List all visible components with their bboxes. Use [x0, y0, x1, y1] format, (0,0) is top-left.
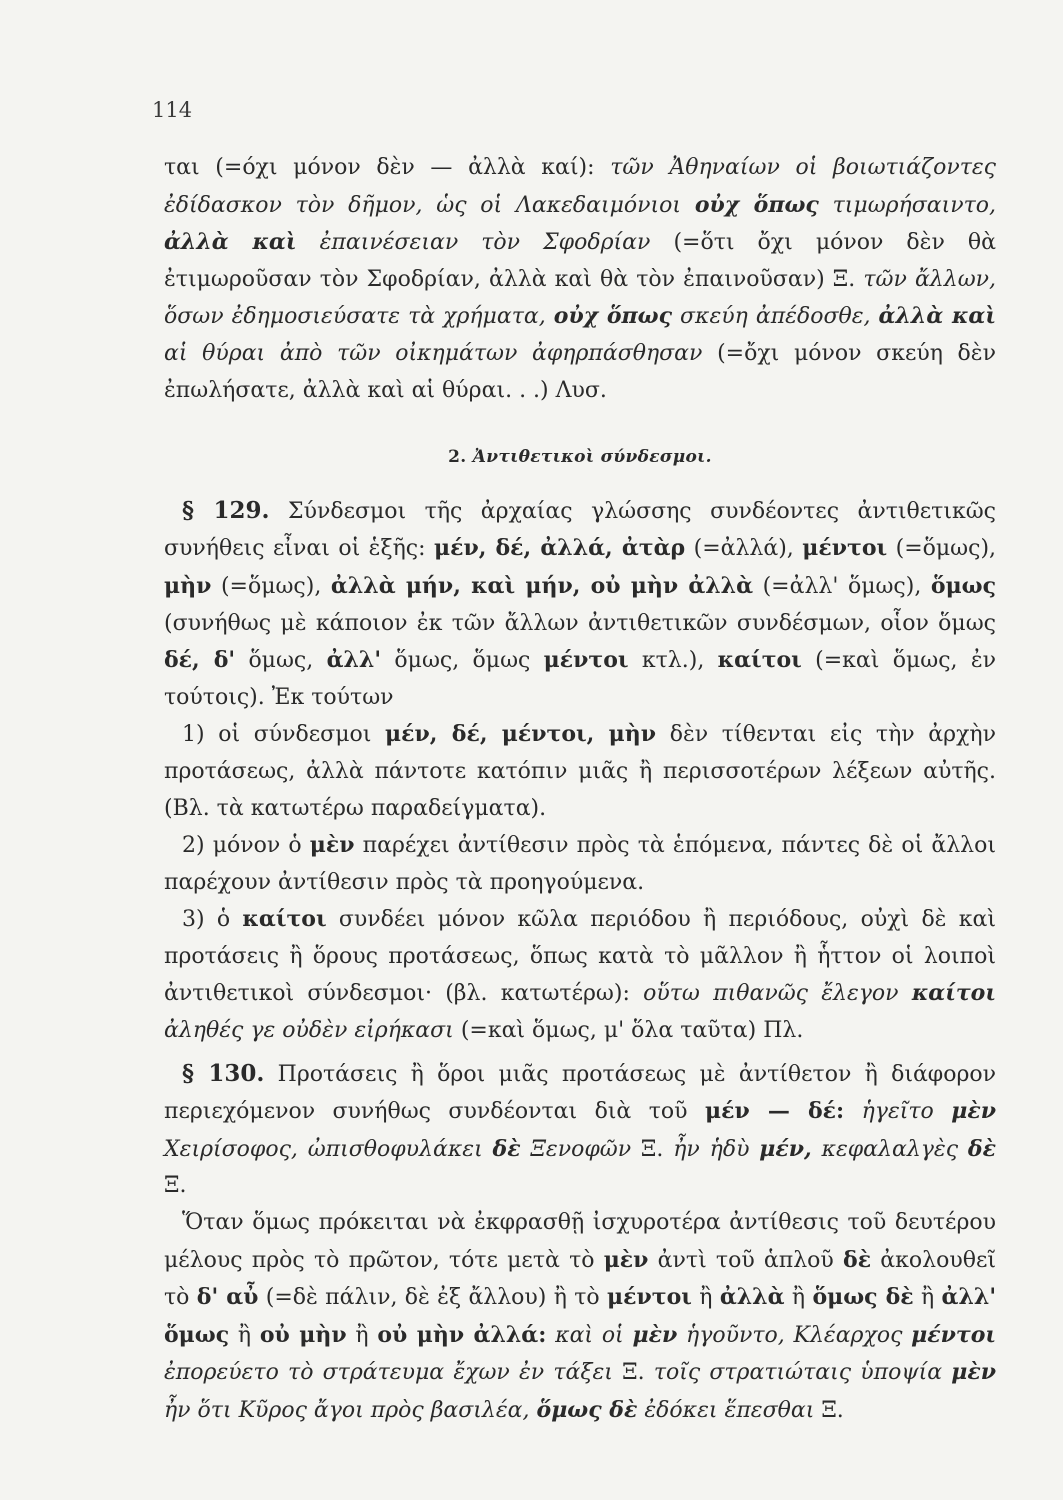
keyword: μέντοι — [607, 1284, 692, 1311]
text-run: ται (=όχι μόνον δὲν — ἀλλὰ καί): — [164, 155, 595, 180]
example-text: ἐπορεύετο τὸ στράτευμα ἔχων ἐν τάξει — [164, 1360, 613, 1386]
keyword: μέντοι — [543, 647, 629, 674]
keyword: καίτοι — [717, 647, 802, 674]
example-text: οὕτω πιθανῶς ἔλεγον — [643, 981, 899, 1007]
example-text: ἐπαινέσειαν τὸν Σφοδρίαν — [319, 230, 651, 256]
keyword: μὲν — [309, 832, 355, 859]
example-text: Ξενοφῶν — [530, 1136, 632, 1162]
text-run: δὲν τίθενται εἰς τὴν ἀρχὴν προτάσεως, ἀλλὰ πάντοτε κατόπιν μιᾶς ἢ περισσοτέρων λέξεων αὐτῆς. (Βλ. τὰ κατωτέρω παραδείγματα). — [164, 722, 996, 821]
example-text: ἐδόκει ἕπεσθαι — [644, 1398, 815, 1423]
list-item-2 — [164, 827, 996, 901]
keyword: μὲν — [632, 1321, 678, 1348]
keyword: μέντοι — [802, 535, 888, 562]
text-run: ἢ — [921, 1285, 935, 1311]
text-run: συνδέει μόνον κῶλα περιόδου ἢ περιόδους, οὐχὶ δὲ καὶ προτάσεις ἢ ὅρους προτάσεως, ὅπως κατὰ τὸ μᾶλλον ἢ ἧττον οἱ λοιποὶ ἀντιθετικοὶ σύνδεσμοι· (βλ. κατωτέρω): — [164, 907, 997, 1007]
keyword: μὲν — [951, 1098, 996, 1125]
keyword: μέν, — [759, 1135, 812, 1162]
example-text: αἱ θύραι ἀπὸ τῶν οἰκημάτων ἀφηρπάσθησαν — [164, 340, 703, 366]
keyword: ἀλλὰ καὶ — [164, 229, 297, 256]
text-run: (συνήθως μὲ κάποιον ἐκ τῶν ἄλλων ἀντιθετικῶν συνδέσμων, οἷον ὅμως — [164, 610, 996, 636]
keyword: δὲ — [843, 1246, 872, 1273]
section-number: § 130. — [182, 1059, 265, 1087]
example-text: ἦν ἡδὺ — [673, 1136, 750, 1162]
keyword: μὲν — [603, 1246, 649, 1273]
example-text: σκεύη ἀπέδοσθε, — [680, 304, 871, 330]
text-run: Ξ. — [821, 1398, 844, 1423]
section-heading — [164, 439, 996, 476]
heading-number: 2. — [448, 447, 467, 468]
keyword: ἀλλ' ὅμως — [164, 1284, 997, 1348]
text-run: ἢ — [237, 1322, 252, 1348]
text-run: Σύνδεσμοι τῆς ἀρχαίας γλώσσης συνδέοντες ἀντιθετικῶς συνήθεις εἶναι οἱ ἑξῆς: — [164, 498, 996, 562]
text-run: Προτάσεις ἢ ὅροι μιᾶς προτάσεως μὲ ἀντίθετον ἢ διάφορον περιεχόμενον συνήθως συνδέονται διὰ τοῦ — [164, 1061, 996, 1125]
example-text: κεφαλαλγὲς — [821, 1136, 959, 1162]
paragraph-130 — [164, 1056, 996, 1205]
keyword: οὐχ ὅπως — [553, 303, 672, 330]
keyword: ἀλλὰ καὶ — [878, 303, 997, 330]
keyword: μὲν — [951, 1359, 997, 1386]
heading-title: Ἀντιθετικοὶ σύνδεσμοι. — [472, 447, 712, 468]
keyword: ὅμως δὲ — [536, 1397, 638, 1423]
keyword: οὐ μὴν — [259, 1321, 347, 1348]
example-text: ἦν ὅτι Κῦρος ἄγοι πρὸς βασιλέα, — [164, 1398, 530, 1423]
keyword: μέντοι — [911, 1321, 997, 1348]
text-run: (=δὲ πάλιν, δὲ ἐξ ἄλλου) ἢ τὸ — [265, 1285, 600, 1311]
keyword: δ' αὖ — [196, 1284, 259, 1311]
example-text: τῶν ἄλλων, ὅσων ἐδημοσιεύσατε τὰ χρήματα, — [164, 266, 996, 330]
keyword: μὴν — [164, 572, 212, 599]
example-text: τοῖς στρατιώταις ὑποψία — [653, 1360, 943, 1386]
text-run: 2) μόνον ὁ — [182, 833, 302, 859]
list-item-3 — [164, 901, 996, 1049]
text-run: ὅμως, — [248, 648, 314, 674]
keyword: μέν — δέ: — [705, 1098, 845, 1125]
body-text — [164, 150, 996, 1430]
list-item-1 — [164, 716, 996, 827]
text-run: 3) ὁ — [182, 907, 231, 933]
keyword: δέ, δ' — [164, 647, 236, 674]
text-run: (=ὅτι ὄχι μόνον δὲν θὰ ἐτιμωροῦσαν τὸν Σφοδρίαν, ἀλλὰ καὶ θὰ τὸν ἐπαινοῦσαν) Ξ. — [164, 230, 997, 292]
keyword: ἀλλ' — [326, 647, 382, 674]
text-run: ἢ — [791, 1285, 806, 1311]
keyword: οὐ μὴν ἀλλά: — [377, 1321, 547, 1348]
text-run: Ὅταν ὅμως πρόκειται νὰ ἐκφρασθῇ ἰσχυροτέρα ἀντίθεσις τοῦ δευτέρου μέλους πρὸς τὸ πρῶτον, τότε μετὰ τὸ — [164, 1210, 996, 1273]
example-text: τιμωρήσαιντο, — [832, 192, 997, 218]
keyword: καίτοι — [911, 980, 996, 1007]
text-run: (=ὅμως), — [220, 573, 322, 599]
text-run: ὅμως, ὅμως — [394, 648, 531, 674]
text-run: Ξ. — [164, 1173, 187, 1199]
example-text: καὶ οἱ — [555, 1322, 624, 1348]
keyword: δὲ — [967, 1135, 996, 1162]
example-text: τῶν Ἀθηναίων οἱ βοιωτιάζοντες ἐδίδασκον τὸν δῆμον, ὡς οἱ Λακεδαιμόνιοι — [164, 155, 997, 218]
text-run: ἀκολουθεῖ τὸ — [164, 1247, 996, 1311]
example-text: ἀληθές γε οὐδὲν εἰρήκασι — [164, 1018, 454, 1044]
example-text: ἡγεῖτο — [861, 1099, 934, 1125]
example-text: Χειρίσοφος, ὠπισθοφυλάκει — [164, 1136, 483, 1162]
text-run: (=καὶ ὅμως, μ' ὅλα ταῦτα) Πλ. — [460, 1018, 804, 1044]
text-run: ἢ — [699, 1285, 713, 1311]
keyword: οὐχ ὅπως — [694, 191, 819, 218]
keyword: μέν, δέ, μέντοι, μὴν — [385, 721, 657, 748]
text-run: κτλ.), — [641, 648, 705, 674]
text-run: (=καὶ ὅμως, ἐν τούτοις). Ἐκ τούτων — [164, 648, 997, 710]
text-run: Ξ. — [640, 1136, 664, 1162]
keyword: μέν, δέ, ἀλλά, ἀτὰρ — [433, 535, 686, 562]
text-run: ἢ — [355, 1322, 369, 1348]
keyword: ἀλλὰ μήν, καὶ μήν, οὐ μὴν ἀλλὰ — [330, 572, 754, 599]
keyword: δὲ — [492, 1135, 521, 1162]
text-run: (=ἀλλ' ὅμως), — [762, 573, 922, 599]
keyword: ὅμως δὲ — [812, 1284, 914, 1311]
paragraph-129 — [164, 493, 996, 717]
text-run: (=ὄχι μόνον σκεύη δὲν ἐπωλήσατε, ἀλλὰ καὶ αἱ θύραι. . .) Λυσ. — [164, 340, 996, 403]
keyword: ὅμως — [930, 572, 997, 599]
page-number: 114 — [152, 98, 193, 122]
keyword: καίτοι — [242, 906, 327, 933]
text-run: (=ὅμως), — [895, 536, 997, 562]
text-run: 1) οἱ σύνδεσμοι — [182, 722, 372, 748]
paragraph-final — [164, 1205, 996, 1430]
text-run: (=ἀλλά), — [693, 536, 794, 562]
text-run: ἀντὶ τοῦ ἁπλοῦ — [657, 1247, 834, 1273]
section-number: § 129. — [182, 496, 270, 524]
paragraph-intro — [164, 150, 996, 409]
example-text: ἡγοῦντο, Κλέαρχος — [686, 1322, 903, 1348]
text-run: παρέχει ἀντίθεσιν πρὸς τὰ ἑπόμενα, πάντες δὲ οἱ ἄλλοι παρέχουν ἀντίθεσιν πρὸς τὰ προηγούμενα. — [164, 833, 996, 895]
text-run: Ξ. — [622, 1360, 645, 1386]
keyword: ἀλλὰ — [719, 1284, 785, 1311]
